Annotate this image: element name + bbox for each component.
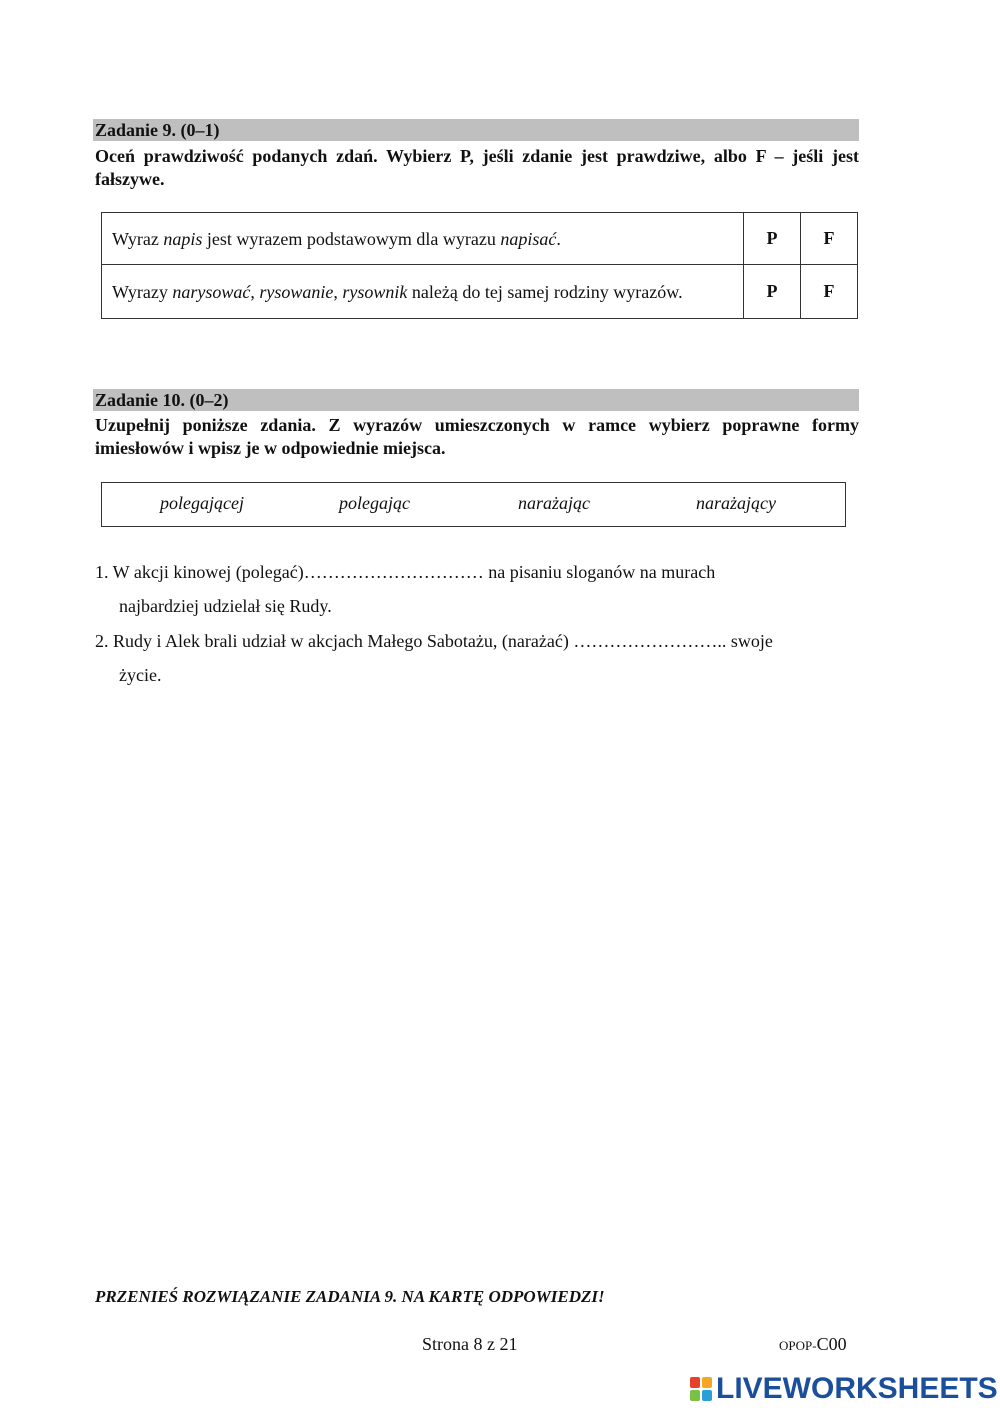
logo-square — [702, 1377, 712, 1388]
task9-header: Zadanie 9. (0–1) — [93, 119, 859, 141]
answer-blank-1[interactable]: ………………………… — [303, 562, 484, 582]
transfer-note: PRZENIEŚ ROZWIĄZANIE ZADANIA 9. NA KARTĘ ODPOWIEDZI! — [95, 1287, 605, 1306]
sentence-2-start: 2. Rudy i Alek brali udział w akcjach Małego Sabotażu, (narażać) — [95, 631, 574, 651]
logo-square — [690, 1390, 700, 1401]
statement-text: . — [556, 228, 561, 249]
option-p-1[interactable]: P — [744, 213, 801, 265]
sentence-1-start: 1. W akcji kinowej (polegać) — [95, 562, 304, 582]
statement-2 — [102, 265, 744, 319]
option-f-2[interactable]: F — [801, 265, 858, 319]
liveworksheets-logo[interactable] — [690, 1374, 998, 1404]
statement-text: , — [333, 281, 343, 302]
option-f-1[interactable]: F — [801, 213, 858, 265]
statement-term: rysowanie — [259, 281, 334, 302]
statement-text: Wyraz — [112, 228, 164, 249]
statement-term: narysować — [172, 281, 251, 302]
word-option: narażający — [696, 493, 776, 513]
task10-header: Zadanie 10. (0–2) — [93, 389, 859, 411]
statement-term: napis — [163, 228, 203, 249]
word-option: polegając — [339, 493, 410, 513]
exam-code-suffix: C00 — [816, 1334, 847, 1354]
statement-term: napisać — [500, 228, 557, 249]
logo-square — [702, 1390, 712, 1401]
sentence-1-line2: najbardziej udzielał się Rudy. — [119, 596, 332, 616]
statement-text: należą do tej samej rodziny wyrazów. — [407, 281, 683, 302]
sentence-2-end: swoje — [726, 631, 773, 651]
word-option: narażając — [518, 493, 590, 513]
true-false-table — [101, 212, 858, 319]
sentence-2-line2: życie. — [119, 665, 162, 685]
task9-instruction: Oceń prawdziwość podanych zdań. Wybierz P, jeśli zdanie jest prawdziwe, albo F – jeśli jest fałszywe. — [95, 146, 859, 189]
sentence-2 — [95, 624, 858, 692]
table-row — [102, 213, 858, 265]
statement-text: jest wyrazem podstawowym dla wyrazu — [202, 228, 501, 249]
exam-code-prefix: OPOP- — [779, 1338, 817, 1353]
table-row — [102, 265, 858, 319]
option-p-2[interactable]: P — [744, 265, 801, 319]
statement-text: , — [250, 281, 260, 302]
brand-name: LIVEWORKSHEETS — [716, 1372, 998, 1405]
task10-instruction: Uzupełnij poniższe zdania. Z wyrazów umieszczonych w ramce wybierz poprawne formy imiesłowów i wpisz je w odpowiednie miejsca. — [95, 415, 859, 458]
word-box — [101, 482, 846, 527]
statement-1 — [102, 213, 744, 265]
word-option: polegającej — [160, 493, 244, 513]
liveworksheets-icon — [690, 1377, 712, 1401]
statement-text: Wyrazy — [112, 281, 173, 302]
statement-term: rysownik — [342, 281, 408, 302]
sentence-1-end: na pisaniu sloganów na murach — [483, 562, 716, 582]
exam-code — [779, 1334, 847, 1355]
answer-blank-2[interactable]: …………………….. — [573, 631, 727, 651]
logo-square — [690, 1377, 700, 1388]
page-number: Strona 8 z 21 — [422, 1334, 518, 1354]
sentence-1 — [95, 555, 858, 623]
